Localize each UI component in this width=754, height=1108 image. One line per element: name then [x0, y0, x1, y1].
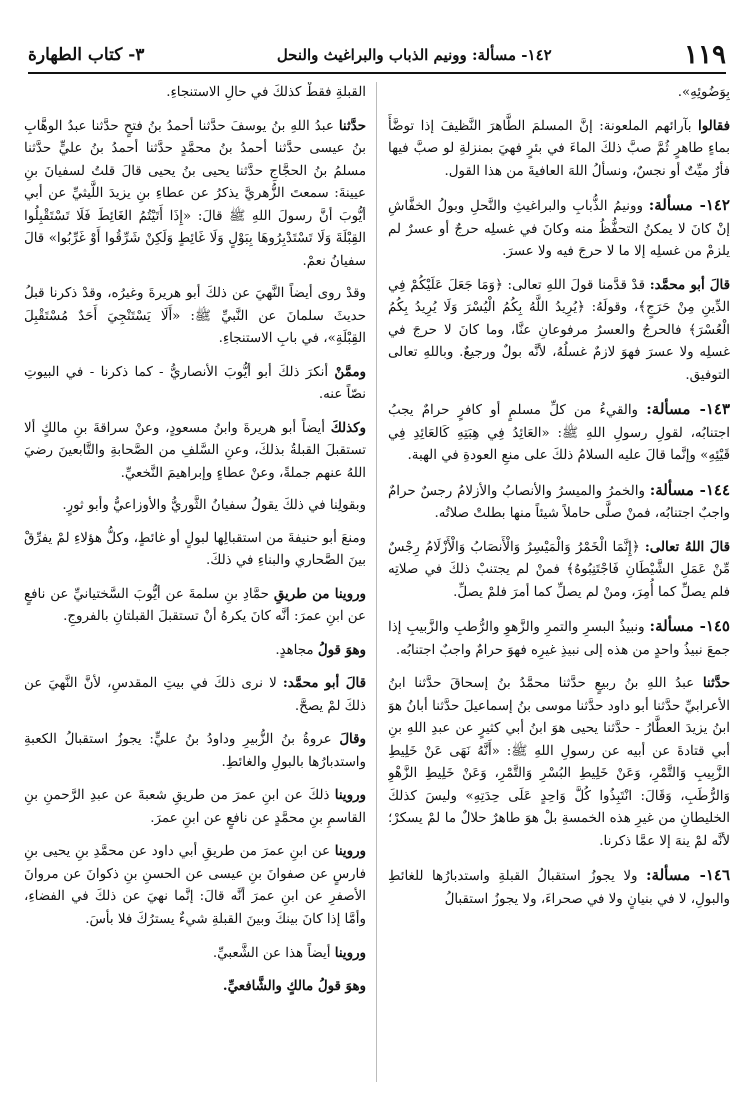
paragraph [24, 840, 366, 931]
paragraph-text: أنكرَ ذلكَ أبو أيُّوبَ الأنصاريُّ - كما ذكرنا - في البيوتِ نصّاً عنه. [24, 364, 366, 403]
paragraph-lead: فقالوا [698, 117, 730, 134]
paragraph-text: عروةُ بنُ الزُّبيرِ وداودُ بنُ عليٍّ: يجوزُ استقبالُ الكعبةِ واستدبارُها بالبولِ والغائطِ. [24, 732, 366, 770]
paragraph-text: عن ابنِ عمرَ من طريقِ أبي داود عن محمَّدِ بنِ يحيى بنِ فارسٍ عن صفوانَ بنِ عيسى عن الحسنِ بنِ ذكوانَ عن مروانَ الأصفرِ عن ابنِ عمرَ أنَّه قالَ: إنَّما نهيَ عن ذلكَ في الفضاءِ، وأمَّا إذا كانَ بينكَ وبينَ القبلةِ شيءٌ يسترُكَ فلا بأسَ. [24, 844, 366, 927]
paragraph-text: أيضاً أبو هريرةَ وابنُ مسعودٍ، وعنْ سراقةَ بنِ مالكٍ ألا تستقبلَ القبلةُ بذلكَ، وعنِ السَّلفِ من الصَّحابةِ والتَّابعينَ رضيَ اللهُ عنهم جملةً، وعنْ عطاءٍ وإبراهيمَ النَّخعيِّ. [24, 420, 366, 481]
paragraph [24, 975, 366, 999]
paragraph [388, 193, 730, 264]
right-text-column [388, 82, 730, 1087]
column-divider [376, 82, 377, 1082]
page-number: ١١٩ [684, 40, 726, 70]
page-header [28, 38, 726, 74]
paragraph-lead: وممَّنْ [334, 363, 366, 380]
paragraph-text: حمَّادِ بنِ سلمةَ عن أيُّوبَ السَّختيانيِّ عن نافعٍ عن ابنِ عمرَ: أنَّه كانَ يكرهُ أنْ تستقبلَ القبلتانِ بالفروجِ. [24, 586, 366, 625]
running-title: ١٤٢- مسألة: وونيم الذباب والبراغيث والنحل [276, 46, 552, 64]
paragraph [24, 283, 366, 351]
paragraph-lead: قالَ أبو محمَّد: [282, 675, 366, 692]
paragraph [388, 82, 730, 105]
paragraph [388, 672, 730, 853]
paragraph [24, 528, 366, 573]
paragraph-lead: ١٤٦- مسألة: [646, 866, 730, 885]
paragraph [388, 863, 730, 911]
paragraph [388, 536, 730, 605]
paragraph-text: ولا يجوزُ استقبالُ القبلةِ واستدبارُها للغائطِ والبولِ، لا في بنيانٍ ولا في صحراءَ، ولا يجوزُ استقبالُ [388, 869, 730, 907]
paragraph-lead: قالَ أبو محمَّد: [649, 276, 730, 293]
paragraph [24, 784, 366, 830]
paragraph-text: أيضاً هذا عن الشَّعبيِّ. [212, 945, 331, 961]
paragraph-lead: قالَ اللهُ تعالى: [644, 538, 730, 555]
paragraph-lead: ١٤٤- مسألة: [649, 480, 730, 499]
paragraph-text: ومنعَ أبو حنيفةَ من استقبالِها لبولٍ أو غائطٍ، وكلُّ هؤلاءِ لمْ يفرِّقْ بينَ الصَّحاري والبناءِ في ذلكَ. [24, 530, 366, 569]
paragraph-text: والخمرُ والميسرُ والأنصابُ والأزلامُ رجسٌ حرامٌ واجبٌ اجتنابُه، فمنْ صلَّى حاملاً شيئاً منها بطلتْ صلاتُه. [388, 483, 730, 522]
paragraph-text: مجاهدٍ. [275, 642, 314, 658]
paragraph-lead: ١٤٢- مسألة: [648, 196, 730, 215]
paragraph-text: ﴿إِنَّمَا الْخَمْرُ وَالْمَيْسِرُ وَالْأَنصَابُ وَالْأَزْلَامُ رِجْسٌ مِّنْ عَمَلِ الشَّيْطَانِ فَاجْتَنِبُوهُ﴾ فمنْ لم يجتنبْ ذلكَ في صلاتِه فلم يصلِّ كما أُمِرَ، ومنْ لم يصلِّ كما أمرَ فلمْ يصلِّ. [388, 539, 730, 600]
paragraph-lead: وروينا من طريقِ [273, 585, 366, 602]
paragraph-text: بِوَضُوئِهِ». [677, 85, 730, 100]
paragraph [388, 478, 730, 526]
paragraph-text: قدْ قدَّمنا قولَ اللهِ تعالى: ﴿وَمَا جَعَلَ عَلَيْكُمْ فِي الدِّينِ مِنْ حَرَجٍ﴾، وقولَهُ: ﴿يُرِيدُ اللَّهُ بِكُمُ الْيُسْرَ وَلَا يُرِيدُ بِكُمُ الْعُسْرَ﴾ فالحرجُ والعسرُ مرفوعانِ عنَّا، وما كانَ لا حرجَ في غسلِه ولا عسرَ فهوَ لازمٌ غسلُهُ، لأنَّه بولٌ ورجيعٌ. وباللهِ تعالى التوفيق. [388, 277, 730, 383]
paragraph-lead: وروينا [334, 787, 366, 804]
paragraph [24, 115, 366, 274]
left-text-column [24, 82, 366, 1087]
paragraph [24, 361, 366, 407]
paragraph-text: عبدُ اللهِ بنُ ربيعٍ حدَّثنا محمَّدُ بنُ إسحاقَ حدَّثنا ابنُ الأعرابيِّ حدَّثنا أبو داود حدَّثنا موسى بنُ إسماعيلَ حدَّثنا أبانُ هوَ ابنُ يزيدَ العطَّارُ - حدَّثنا يحيى هوَ ابنُ أبي كثيرٍ عن عبدِ اللهِ بنِ أبي قتادةَ عن أبيه عن رسولِ اللهِ ﷺ: «أَنَّهُ نَهَى عَنْ خَلِيطِ الزَّبِيبِ وَالتَّمْرِ، وَعَنْ خَلِيطِ البُسْرِ وَالتَّمْرِ، وَعَنْ خَلِيطِ الزَّهْوِ وَالرُّطَبِ، وَقَالَ: انْتَبِذُوا كُلَّ وَاحِدٍ عَلَى حِدَتِهِ» وليسَ كذلكَ الخليطانِ من غيرِ هذه الخمسةِ بلْ هوَ طاهرٌ حلالٌ ما لمْ يسكرْ؛ لأنَّه لمْ ينهَ إلا عمَّا ذكرنا. [388, 676, 730, 849]
paragraph [388, 274, 730, 388]
paragraph-text: وقدْ روى أيضاً النَّهيَ عن ذلكَ أبو هريرةَ وغيرُه، وقدْ ذكرنا قبلُ حديثَ سلمانَ عن النَّبيِّ ﷺ: «أَلَا يَسْتَنْجِيَ أَحَدٌ مُسْتَقْبِلَ القِبْلَةِ»، في بابِ الاستنجاءِ. [24, 286, 366, 347]
paragraph-lead: وهوَ قولُ مالكٍ والشَّافعيِّ. [222, 978, 366, 995]
paragraph-text: القبلةِ فقطْ كذلكَ في حالِ الاستنجاءِ. [166, 85, 366, 100]
paragraph-text: وبقولِنا في ذلكَ يقولُ سفيانُ الثَّوريُّ والأوزاعيُّ وأبو ثورٍ. [62, 498, 366, 514]
paragraph [24, 942, 366, 966]
paragraph-lead: ١٤٥- مسألة: [649, 617, 730, 636]
paragraph-text: ونبيذُ البسرِ والتمرِ والزَّهوِ والرُّطبِ والزَّبيبِ إذا جمعَ نبيذُ واحدٍ من هذه إلى نبيذِ غيرِه فهوَ حرامٌ واجبٌ اجتنابُه. [388, 620, 730, 658]
paragraph-lead: وهوَ قولُ [317, 641, 366, 658]
paragraph-lead: وروينا [334, 843, 366, 860]
paragraph [388, 115, 730, 184]
paragraph [24, 495, 366, 518]
paragraph [24, 672, 366, 718]
paragraph [388, 397, 730, 468]
paragraph-lead: ١٤٣- مسألة: [646, 400, 730, 419]
paragraph-text: وونيمُ الذُّبابِ والبراغيثِ والنَّحلِ وبولُ الخفَّاشِ إنْ كانَ لا يمكنُ التحفُّظُ منه وكانَ في غسلِه حرجٌ أو عسرٌ لم يلزمْ من غسلِه إلا ما لا حرجَ فيه ولا عسرَ. [388, 199, 730, 260]
paragraph-text: لا نرى ذلكَ في بيتِ المقدسِ، لأنَّ النَّهيَ عن ذلكَ لمْ يصحَّ. [24, 676, 366, 714]
paragraph [388, 614, 730, 662]
paragraph-lead: وكذلكَ [330, 419, 366, 436]
paragraph-text: عبدُ اللهِ بنُ يوسفَ حدَّثنا أحمدُ بنُ فتحٍ حدَّثنا عبدُ الوهَّابِ بنُ عيسى حدَّثنا أحمدُ بنُ محمَّدٍ حدَّثنا أحمدُ بنُ عليٍّ حدَّثنا مسلمُ بنُ الحجَّاجِ حدَّثنا يحيى بنُ يحيى قالَ قلتُ لسفيانَ بنِ عيينةَ: سمعتَ الزُّهريَّ يذكرُ عن عطاءِ بنِ يزيدَ اللَّيثيِّ عن أبي أيُّوبَ أنَّ رسولَ اللهِ ﷺ قالَ: «إِذَا أَتَيْتُمُ الغَائِطَ فَلَا تَسْتَقْبِلُوا القِبْلَةَ وَلَا تَسْتَدْبِرُوهَا بِبَوْلٍ وَلَا غَائِطٍ وَلَكِنْ شَرِّقُوا أَوْ غَرِّبُوا» قالَ سفيانُ نعمْ. [24, 118, 366, 269]
paragraph-lead: حدَّثنا [338, 117, 366, 134]
paragraph-lead: حدَّثنا [702, 675, 730, 692]
paragraph [24, 417, 366, 486]
paragraph [24, 583, 366, 629]
paragraph [24, 82, 366, 105]
paragraph-text: ذلكَ عن ابنِ عمرَ من طريقِ شعبةَ عن عبدِ الرَّحمنِ بنِ القاسمِ بنِ محمَّدٍ عن نافعٍ عن ابنِ عمرَ. [24, 788, 366, 826]
paragraph-lead: وروينا [334, 944, 366, 961]
paragraph-text: والقيءُ من كلِّ مسلمٍ أو كافرٍ حرامٌ يجبُ اجتنابُه، لقولِ رسولِ اللهِ ﷺ: «العَائِدُ فِي هِبَتِهِ كَالعَائِدِ فِي قَيْئِهِ» وإنَّما قالَ عليه السلامُ ذلكَ على منعِ العودةِ في الهبة. [388, 403, 730, 464]
paragraph-lead: وقالَ [339, 731, 366, 748]
paragraph-text: بآرائهم الملعونة: إنَّ المسلمَ الطَّاهرَ النَّظيفَ إذا توضَّأَ بماءٍ طاهرٍ ثُمَّ صبَّ ذلكَ الماءَ في بئرٍ فهيَ بمنزلةِ لو صبَّ فيها فأرٌ ميِّتٌ أو نجسٌ، ونسألُ اللهَ العافيةَ من هذا القول. [388, 118, 730, 179]
book-title: ٣- كتاب الطهارة [28, 45, 145, 65]
paragraph [24, 728, 366, 774]
paragraph [24, 639, 366, 663]
